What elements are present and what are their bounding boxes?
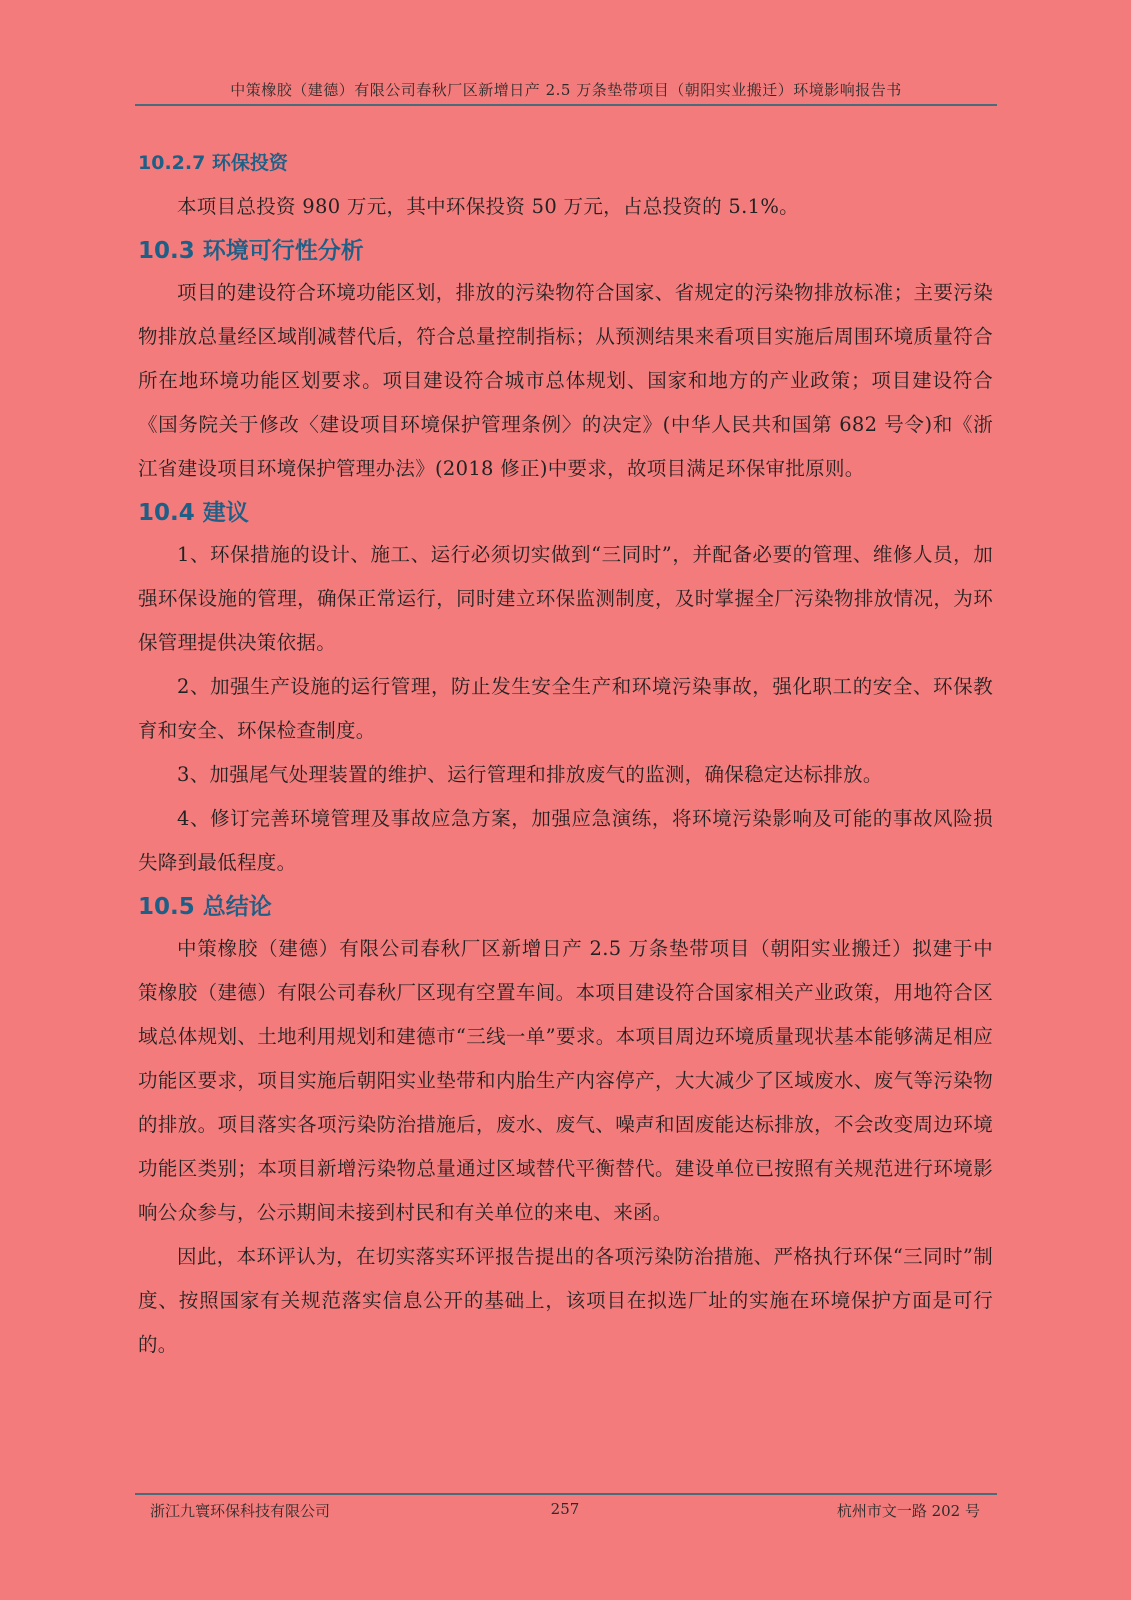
paragraph: 4、修订完善环境管理及事故应急方案，加强应急演练，将环境污染影响及可能的事故风险损失降到最低程度。 [138, 807, 993, 874]
paragraph: 2、加强生产设施的运行管理，防止发生安全生产和环境污染事故，强化职工的安全、环保教育和安全、环保检查制度。 [138, 675, 993, 742]
header-divider [135, 104, 997, 106]
page-header-title: 中策橡胶（建德）有限公司春秋厂区新增日产 2.5 万条垫带项目（朝阳实业搬迁）环境影响报告书 [230, 81, 902, 99]
section-heading-10-2-7: 10.2.7 环保投资 [138, 152, 288, 174]
footer-address: 杭州市文一路 202 号 [836, 1502, 980, 1520]
paragraph: 1、环保措施的设计、施工、运行必须切实做到“三同时”，并配备必要的管理、维修人员，加强环保设施的管理，确保正常运行，同时建立环保监测制度，及时掌握全厂污染物排放情况，为环保管理提供决策依据。 [138, 543, 993, 654]
paragraph: 本项目总投资 980 万元，其中环保投资 50 万元，占总投资的 5.1%。 [177, 195, 799, 218]
section-heading-10-4: 10.4 建议 [138, 500, 249, 526]
footer-page-number: 257 [550, 1500, 580, 1518]
section-heading-10-5: 10.5 总结论 [138, 894, 272, 920]
paragraph: 中策橡胶（建德）有限公司春秋厂区新增日产 2.5 万条垫带项目（朝阳实业搬迁）拟建于中策橡胶（建德）有限公司春秋厂区现有空置车间。本项目建设符合国家相关产业政策，用地符合区域总体规划、土地利用规划和建德市“三线一单”要求。本项目周边环境质量现状基本能够满足相应功能区要求，项目实施后朝阳实业垫带和内胎生产内容停产，大大减少了区域废水、废气等污染物的排放。项目落实各项污染防治措施后，废水、废气、噪声和固废能达标排放，不会改变周边环境功能区类别；本项目新增污染物总量通过区域替代平衡替代。建设单位已按照有关规范进行环境影响公众参与，公示期间未接到村民和有关单位的来电、来函。 [138, 937, 993, 1224]
paragraph: 因此，本环评认为，在切实落实环评报告提出的各项污染防治措施、严格执行环保“三同时”制度、按照国家有关规范落实信息公开的基础上，该项目在拟选厂址的实施在环境保护方面是可行的。 [138, 1245, 993, 1356]
paragraph: 项目的建设符合环境功能区划，排放的污染物符合国家、省规定的污染物排放标准；主要污染物排放总量经区域削减替代后，符合总量控制指标；从预测结果来看项目实施后周围环境质量符合所在地环境功能区划要求。项目建设符合城市总体规划、国家和地方的产业政策；项目建设符合《国务院关于修改〈建设项目环境保护管理条例〉的决定》(中华人民共和国第 682 号令)和《浙江省建设项目环境保护管理办法》(2018 修正)中要求，故项目满足环保审批原则。 [138, 281, 993, 480]
page-content [138, 145, 993, 1367]
section-heading-10-3: 10.3 环境可行性分析 [138, 238, 364, 264]
paragraph: 3、加强尾气处理装置的维护、运行管理和排放废气的监测，确保稳定达标排放。 [177, 763, 883, 786]
footer-divider [135, 1493, 997, 1495]
footer-company: 浙江九寰环保科技有限公司 [150, 1502, 331, 1520]
